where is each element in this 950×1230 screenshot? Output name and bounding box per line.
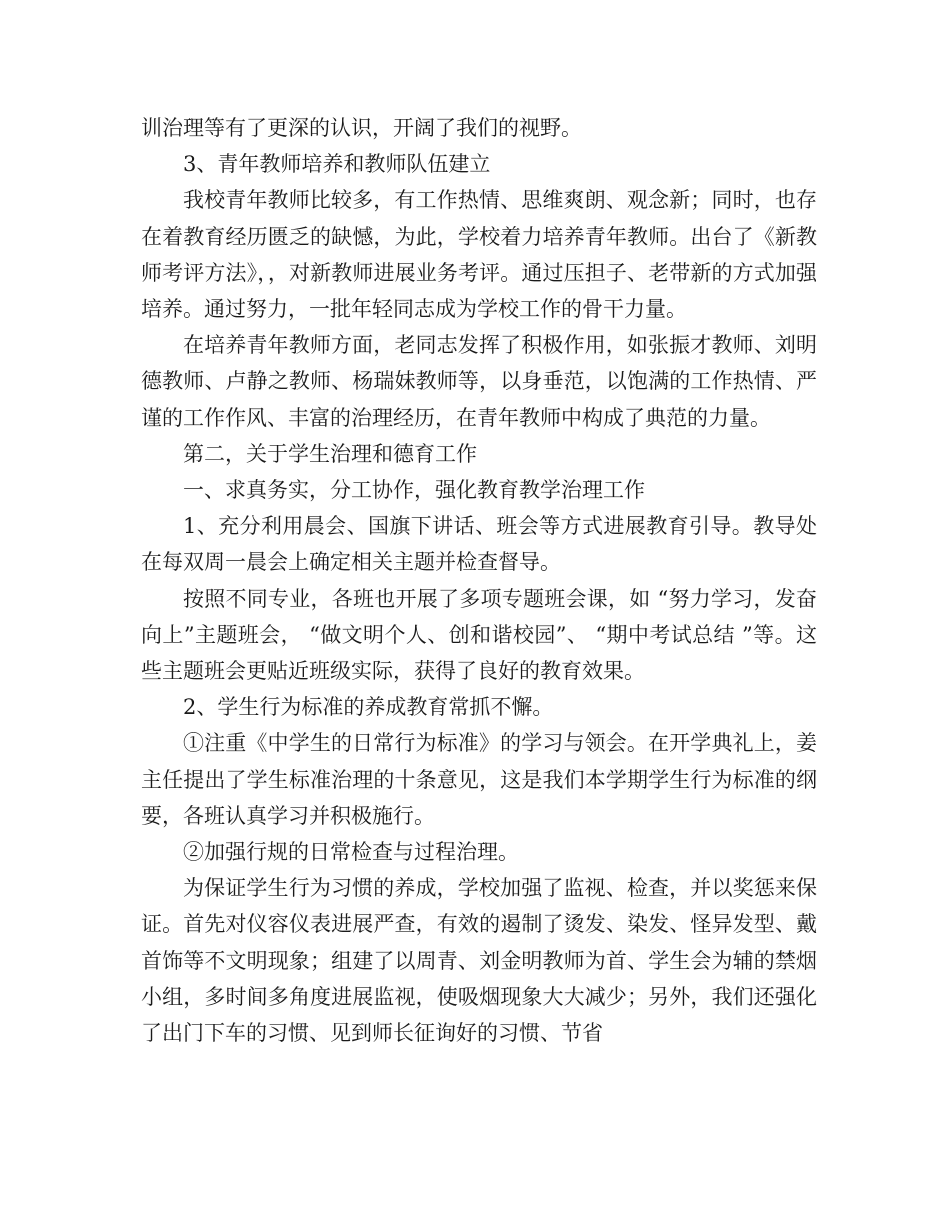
document-body bbox=[141, 110, 817, 1051]
paragraph-1: 训治理等有了更深的认识，开阔了我们的视野。 bbox=[141, 116, 582, 140]
section-heading-student-management: 第二，关于学生治理和德育工作 bbox=[183, 441, 477, 466]
item-heading-behavior-standards: 2、学生行为标准的养成教育常抓不懈。 bbox=[183, 695, 554, 720]
paragraph-morning-meetings: 1、充分利用晨会、国旗下讲话、班会等方式进展教育引导。教导处在每双周一晨会上确定相关主题并检查督导。 bbox=[141, 514, 817, 575]
paragraph-behavior-study: ①注重《中学生的日常行为标准》的学习与领会。在开学典礼上，姜主任提出了学生标准治理的十条意见，这是我们本学期学生行为标准的纲要，各班认真学习并积极施行。 bbox=[141, 731, 817, 828]
section-heading-young-teachers: 3、青年教师培养和教师队伍建立 bbox=[183, 152, 491, 177]
subsection-heading-1: 一、求真务实，分工协作，强化教育教学治理工作 bbox=[183, 478, 645, 503]
paragraph-senior-teachers: 在培养青年教师方面，老同志发挥了积极作用，如张振才教师、刘明德教师、卢静之教师、杨瑞妹教师等，以身垂范，以饱满的工作热情、严谨的工作作风、丰富的治理经历，在青年教师中构成了典范的力量。 bbox=[141, 333, 817, 430]
paragraph-class-meetings: 按照不同专业，各班也开展了多项专题班会课，如 “努力学习，发奋向上”主题班会， “做文明个人、创和谐校园”、 “期中考试总结 ”等。这些主题班会更贴近班级实际，获得了良好的教育效果。 bbox=[141, 586, 817, 684]
item-heading-daily-inspection: ②加强行规的日常检查与过程治理。 bbox=[183, 840, 519, 865]
paragraph-inspection-details: 为保证学生行为习惯的养成，学校加强了监视、检查，并以奖惩来保证。首先对仪容仪表进展严查，有效的遏制了烫发、染发、怪异发型、戴首饰等不文明现象；组建了以周青、刘金明教师为首、学生会为辅的禁烟小组，多时间多角度进展监视，使吸烟现象大大减少；另外，我们还强化了出门下车的习惯、见到师长征询好的习惯、节省 bbox=[141, 876, 817, 1046]
paragraph-young-teachers: 我校青年教师比较多，有工作热情、思维爽朗、观念新；同时，也存在着教育经历匮乏的缺憾，为此，学校着力培养青年教师。出台了《新教师考评方法》，，对新教师进展业务考评。通过压担子、老带新的方式加强培养。通过努力，一批年轻同志成为学校工作的骨干力量。 bbox=[141, 188, 817, 322]
